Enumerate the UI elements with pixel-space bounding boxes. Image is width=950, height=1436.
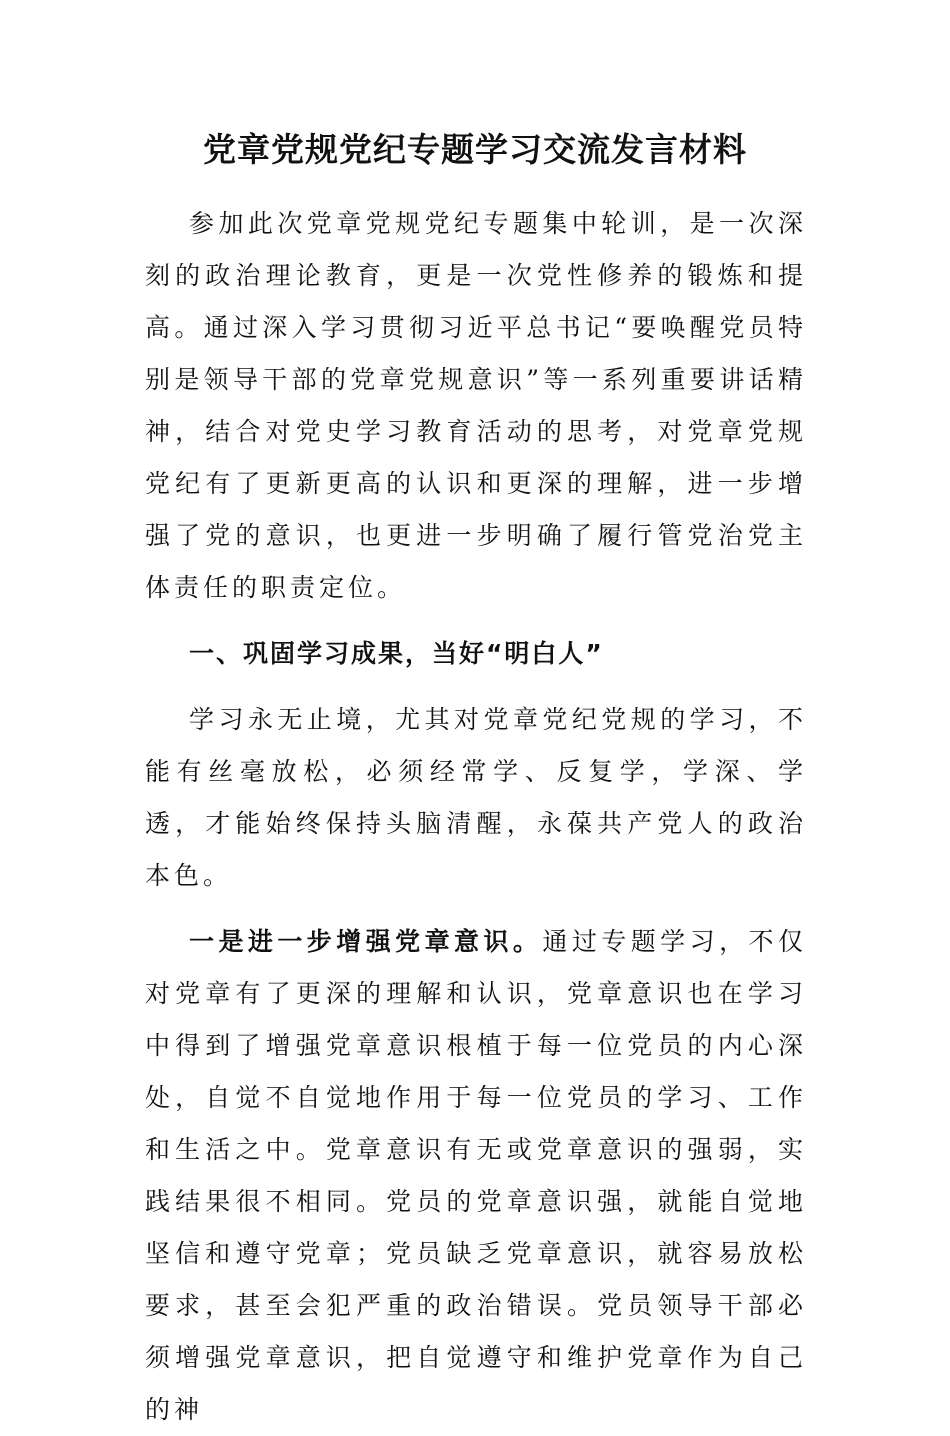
spacer: [145, 680, 807, 694]
document-title: 党章党规党纪专题学习交流发言材料: [203, 130, 747, 169]
document-body: [145, 198, 807, 1436]
spacer: [145, 614, 807, 628]
point-1-lead: 一是进一步增强党章意识。: [189, 927, 543, 956]
intro-paragraph: 参加此次党章党规党纪专题集中轮训，是一次深刻的政治理论教育，更是一次党性修养的锻炼和提高。通过深入学习贯彻习近平总书记“要唤醒党员特别是领导干部的党章党规意识”等一系列重要讲话精神，结合对党史学习教育活动的思考，对党章党规党纪有了更新更高的认识和更深的理解，进一步增强了党的意识，也更进一步明确了履行管党治党主体责任的职责定位。: [145, 209, 807, 602]
point-1-paragraph: [145, 916, 807, 1436]
spacer: [145, 902, 807, 916]
section-1-paragraph: 学习永无止境，尤其对党章党纪党规的学习，不能有丝毫放松，必须经常学、反复学，学深、学透，才能始终保持头脑清醒，永葆共产党人的政治本色。: [145, 705, 807, 890]
point-1-text: 通过专题学习，不仅对党章有了更深的理解和认识，党章意识也在学习中得到了增强党章意识根植于每一位党员的内心深处，自觉不自觉地作用于每一位党员的学习、工作和生活之中。党章意识有无或党章意识的强弱，实践结果很不相同。党员的党章意识强，就能自觉地坚信和遵守党章；党员缺乏党章意识，就容易放松要求，甚至会犯严重的政治错误。党员领导干部必须增强党章意识，把自觉遵守和维护党章作为自己的神: [145, 927, 807, 1424]
section-heading-1: 一、巩固学习成果，当好“明白人”: [189, 639, 604, 668]
